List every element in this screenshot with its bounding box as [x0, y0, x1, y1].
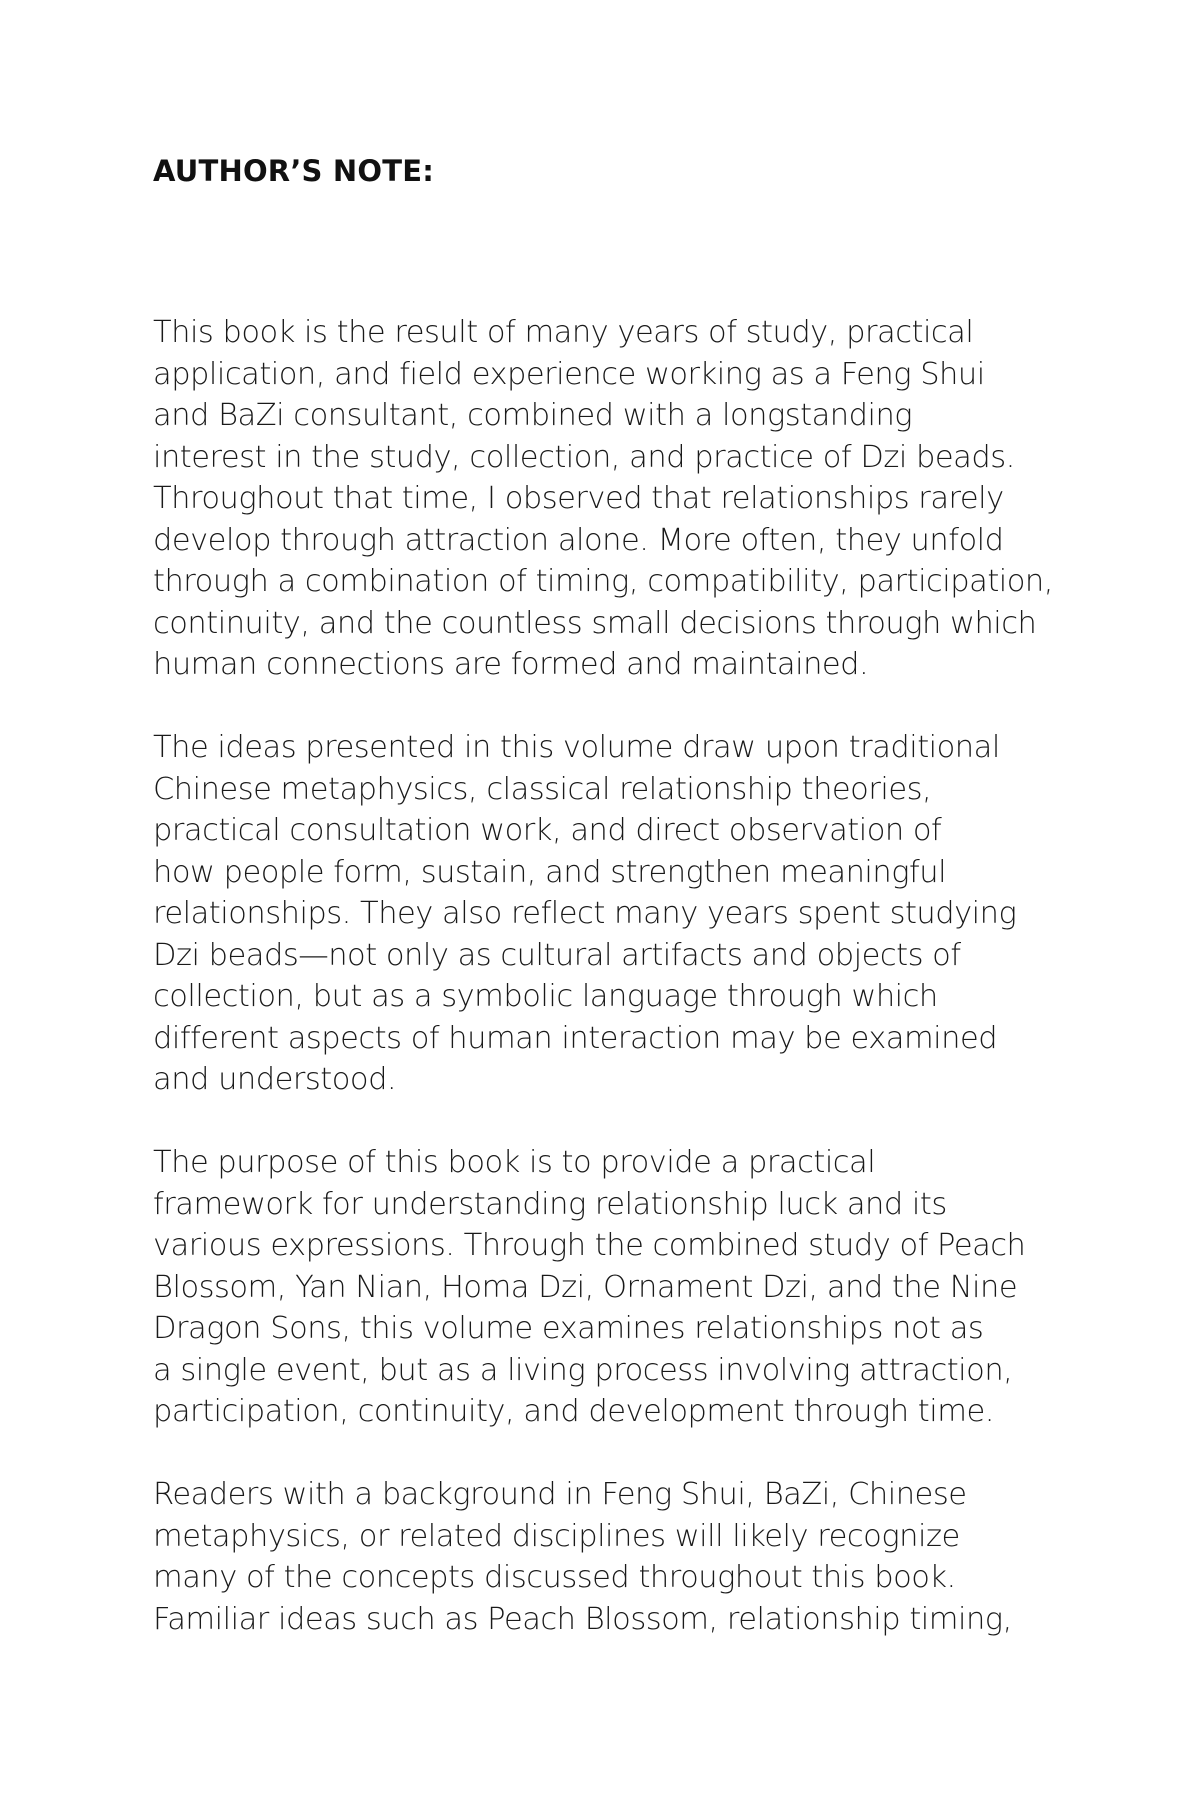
text-line: relationships. They also reflect many years spent studying	[153, 896, 1017, 931]
body-text	[153, 312, 1073, 1682]
text-line: Blossom, Yan Nian, Homa Dzi, Ornament Dzi, and the Nine	[153, 1269, 1018, 1305]
text-line: This book is the result of many years of study, practical	[153, 315, 974, 350]
text-line: Chinese metaphysics, classical relationship theories,	[153, 771, 932, 807]
paragraph-4	[153, 1474, 1073, 1640]
text-line: interest in the study, collection, and practice of Dzi beads.	[153, 439, 1015, 475]
text-line: collection, but as a symbolic language through which	[153, 979, 938, 1014]
text-line: participation, continuity, and development through time.	[153, 1394, 994, 1429]
text-line: practical consultation work, and direct observation of	[153, 813, 942, 848]
text-line: human connections are formed and maintained.	[153, 647, 869, 682]
text-line: and BaZi consultant, combined with a longstanding	[153, 398, 913, 433]
text-line: application, and field experience working as a Feng Shui	[153, 356, 985, 392]
text-line: different aspects of human interaction may be examined	[153, 1020, 998, 1056]
text-line: various expressions. Through the combined study of Peach	[153, 1228, 1026, 1263]
text-line: Familiar ideas such as Peach Blossom, relationship timing,	[153, 1601, 1012, 1637]
text-line: framework for understanding relationship luck and its	[153, 1186, 947, 1222]
text-line: Dzi beads—not only as cultural artifacts and objects of	[153, 937, 961, 973]
text-line: and understood.	[153, 1062, 397, 1097]
text-line: Throughout that time, I observed that relationships rarely	[153, 481, 1004, 516]
text-line: develop through attraction alone. More often, they unfold	[153, 522, 1004, 558]
text-line: a single event, but as a living process involving attraction,	[153, 1352, 1013, 1388]
paragraph-1	[153, 312, 1073, 686]
text-line: The purpose of this book is to provide a practical	[153, 1145, 876, 1180]
text-line: Dragon Sons, this volume examines relationships not as	[153, 1311, 984, 1346]
text-line: The ideas presented in this volume draw upon traditional	[153, 730, 1000, 765]
text-line: through a combination of timing, compatibility, participation,	[153, 564, 1053, 599]
paragraph-3	[153, 1142, 1073, 1433]
text-line: how people form, sustain, and strengthen meaningful	[153, 854, 947, 890]
text-line: continuity, and the countless small decisions through which	[153, 605, 1037, 641]
text-line: many of the concepts discussed throughout this book.	[153, 1560, 956, 1595]
text-line: metaphysics, or related disciplines will likely recognize	[153, 1518, 960, 1554]
paragraph-2	[153, 727, 1073, 1101]
section-heading: AUTHOR’S NOTE:	[153, 154, 435, 188]
text-line: Readers with a background in Feng Shui, BaZi, Chinese	[153, 1477, 967, 1512]
